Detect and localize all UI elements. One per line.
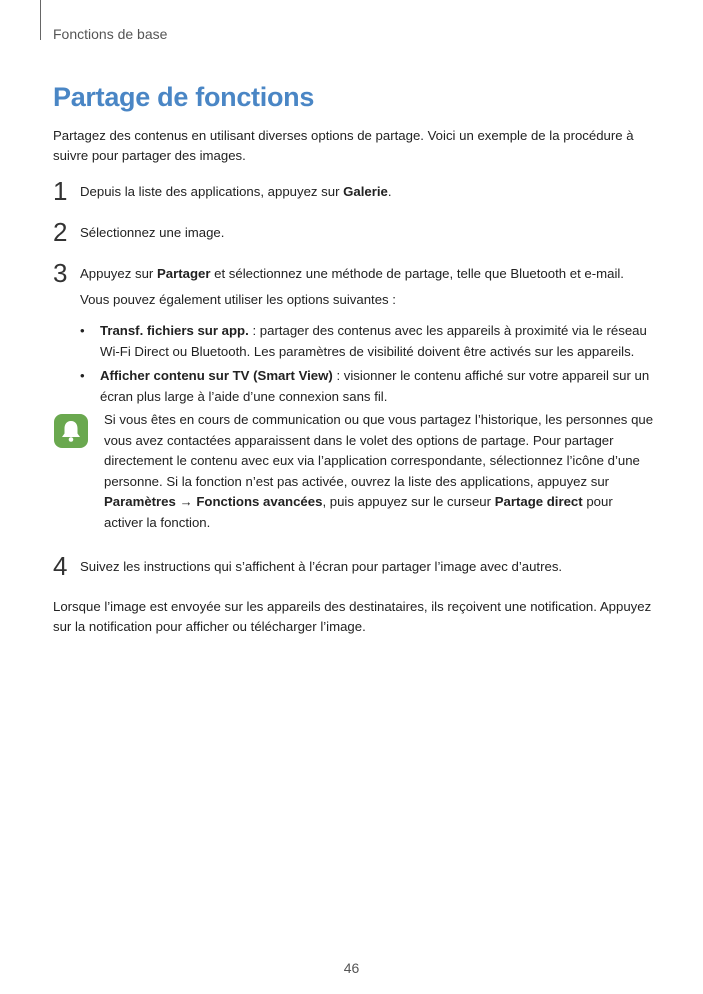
option-description: : partager des contenus avec les appareils à proximité via le réseau Wi-Fi Direct ou Bluetooth. Les paramètres de visibilité doivent être activés sur les appareils. (100, 323, 647, 359)
step-number: 4 (53, 551, 68, 581)
section-header: Fonctions de base (53, 26, 168, 42)
corner-rule (40, 0, 41, 40)
button-name-partager: Partager (156, 266, 211, 281)
step-text: Appuyez sur Partager et sélectionnez une méthode de partage, telle que Bluetooth et e-mail. (80, 266, 624, 281)
app-name-galerie: Galerie (343, 184, 388, 199)
option-description: : visionner le contenu affiché sur votre appareil sur un écran plus large à l’aide d’une connexion sans fil. (100, 368, 650, 404)
step-text: Sélectionnez une image. (80, 225, 225, 240)
options-intro: Vous pouvez également utiliser les options suivantes : (80, 292, 396, 307)
page-title: Partage de fonctions (53, 82, 315, 112)
step-number: 2 (53, 217, 68, 247)
closing-paragraph: Lorsque l’image est envoyée sur les appareils des destinataires, ils reçoivent une notification. Appuyez sur la notification pour afficher ou télécharger l’image. (53, 599, 652, 634)
step-number: 1 (53, 176, 68, 206)
step-text: Suivez les instructions qui s’affichent à l’écran pour partager l’image avec d’autres. (80, 559, 563, 574)
menu-fonctions-avancees: Fonctions avancées (196, 494, 323, 509)
option-name: Transf. fichiers sur app. (100, 323, 249, 338)
step-text: Depuis la liste des applications, appuyez sur Galerie. (80, 184, 392, 199)
intro-paragraph: Partagez des contenus en utilisant diverses options de partage. Voici un exemple de la procédure à suivre pour partager des images. (53, 128, 634, 163)
page-number: 46 (343, 960, 360, 976)
setting-partage-direct: Partage direct (494, 494, 583, 509)
bullet-marker: • (80, 323, 85, 338)
menu-parametres: Paramètres (104, 494, 176, 509)
step-number: 3 (53, 258, 68, 288)
bullet-marker: • (80, 368, 85, 383)
option-name: Afficher contenu sur TV (Smart View) (100, 368, 333, 383)
bell-icon (54, 414, 88, 448)
note-text: Si vous êtes en cours de communication ou que vous partagez l’historique, les personnes que vous avez contactées apparaissent dans le volet des options de partage. Pour partager directement le contenu avec eux via l’application correspondante, sélectionnez l’icône d’une personne. Si la fonction n’est pas activée, ouvrez la liste des applications, appuyez sur Paramètres → Fonctions avancées, puis appuyez sur le curseur Partage direct pour activer la fonction. (104, 412, 654, 530)
